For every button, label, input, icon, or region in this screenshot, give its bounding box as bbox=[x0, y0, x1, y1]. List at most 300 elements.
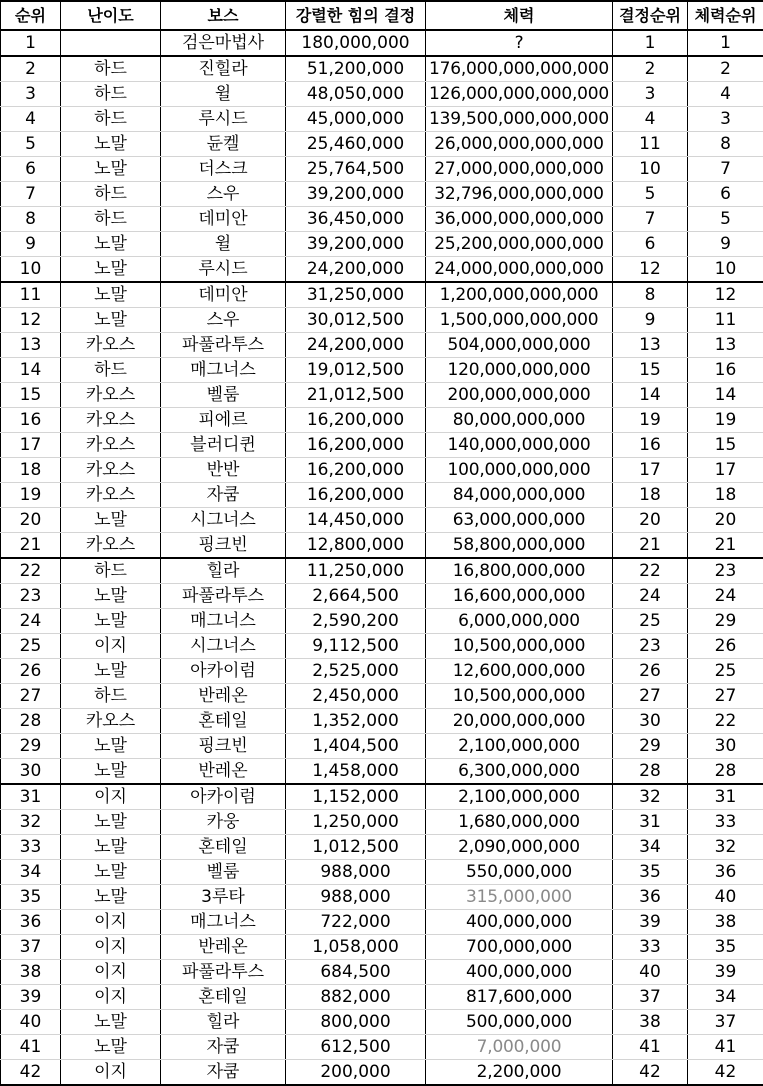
crystal-rank-cell: 17 bbox=[613, 458, 688, 483]
difficulty-cell: 이지 bbox=[61, 634, 161, 659]
crystal-rank-cell: 9 bbox=[613, 308, 688, 333]
hp-cell: 16,800,000,000 bbox=[426, 558, 613, 584]
crystal-cell: 25,764,500 bbox=[286, 157, 426, 182]
boss-cell: 파풀라투스 bbox=[161, 333, 286, 358]
crystal-rank-cell: 15 bbox=[613, 358, 688, 383]
difficulty-cell: 하드 bbox=[61, 358, 161, 383]
crystal-cell: 16,200,000 bbox=[286, 433, 426, 458]
crystal-cell: 2,450,000 bbox=[286, 684, 426, 709]
boss-cell: 피에르 bbox=[161, 408, 286, 433]
crystal-cell: 180,000,000 bbox=[286, 30, 426, 56]
table-row bbox=[1, 433, 763, 458]
crystal-cell: 684,500 bbox=[286, 960, 426, 985]
crystal-rank-cell: 33 bbox=[613, 935, 688, 960]
hp-cell: 126,000,000,000,000 bbox=[426, 82, 613, 107]
rank-cell: 3 bbox=[1, 82, 61, 107]
hp-rank-cell: 12 bbox=[688, 282, 763, 308]
table-row bbox=[1, 659, 763, 684]
boss-cell: 스우 bbox=[161, 182, 286, 207]
table-row bbox=[1, 684, 763, 709]
crystal-cell: 988,000 bbox=[286, 860, 426, 885]
boss-cell: 매그너스 bbox=[161, 910, 286, 935]
crystal-cell: 988,000 bbox=[286, 885, 426, 910]
table-row bbox=[1, 308, 763, 333]
table-row bbox=[1, 985, 763, 1010]
difficulty-cell: 노말 bbox=[61, 508, 161, 533]
crystal-cell: 612,500 bbox=[286, 1035, 426, 1060]
crystal-cell: 722,000 bbox=[286, 910, 426, 935]
boss-cell: 파풀라투스 bbox=[161, 960, 286, 985]
hp-cell: 2,200,000 bbox=[426, 1060, 613, 1086]
crystal-rank-cell: 11 bbox=[613, 132, 688, 157]
rank-cell: 32 bbox=[1, 810, 61, 835]
hp-rank-cell: 24 bbox=[688, 584, 763, 609]
crystal-cell: 2,590,200 bbox=[286, 609, 426, 634]
rank-cell: 35 bbox=[1, 885, 61, 910]
hp-rank-cell: 34 bbox=[688, 985, 763, 1010]
crystal-cell: 45,000,000 bbox=[286, 107, 426, 132]
boss-cell: 매그너스 bbox=[161, 358, 286, 383]
table-row bbox=[1, 282, 763, 308]
crystal-rank-cell: 40 bbox=[613, 960, 688, 985]
hp-rank-cell: 5 bbox=[688, 207, 763, 232]
boss-cell: 데미안 bbox=[161, 207, 286, 232]
crystal-rank-cell: 35 bbox=[613, 860, 688, 885]
difficulty-cell: 노말 bbox=[61, 810, 161, 835]
rank-cell: 21 bbox=[1, 533, 61, 559]
table-row bbox=[1, 634, 763, 659]
crystal-cell: 1,058,000 bbox=[286, 935, 426, 960]
hp-rank-cell: 8 bbox=[688, 132, 763, 157]
crystal-cell: 2,664,500 bbox=[286, 584, 426, 609]
boss-cell: 블러디퀸 bbox=[161, 433, 286, 458]
hp-rank-cell: 18 bbox=[688, 483, 763, 508]
hp-cell: 315,000,000 bbox=[426, 885, 613, 910]
rank-cell: 9 bbox=[1, 232, 61, 257]
hp-rank-cell: 1 bbox=[688, 30, 763, 56]
hp-rank-cell: 38 bbox=[688, 910, 763, 935]
header-rank: 순위 bbox=[1, 1, 61, 30]
difficulty-cell: 노말 bbox=[61, 1035, 161, 1060]
header-crystal-rank: 결정순위 bbox=[613, 1, 688, 30]
boss-cell: 윌 bbox=[161, 82, 286, 107]
boss-cell: 벨룸 bbox=[161, 383, 286, 408]
boss-cell: 자쿰 bbox=[161, 1035, 286, 1060]
hp-cell: 84,000,000,000 bbox=[426, 483, 613, 508]
crystal-cell: 14,450,000 bbox=[286, 508, 426, 533]
crystal-rank-cell: 39 bbox=[613, 910, 688, 935]
boss-cell: 핑크빈 bbox=[161, 533, 286, 559]
difficulty-cell: 노말 bbox=[61, 759, 161, 785]
hp-cell: 80,000,000,000 bbox=[426, 408, 613, 433]
rank-cell: 4 bbox=[1, 107, 61, 132]
crystal-cell: 39,200,000 bbox=[286, 232, 426, 257]
rank-cell: 17 bbox=[1, 433, 61, 458]
crystal-cell: 21,012,500 bbox=[286, 383, 426, 408]
rank-cell: 1 bbox=[1, 30, 61, 56]
crystal-rank-cell: 3 bbox=[613, 82, 688, 107]
hp-rank-cell: 25 bbox=[688, 659, 763, 684]
crystal-cell: 16,200,000 bbox=[286, 483, 426, 508]
boss-cell: 듄켈 bbox=[161, 132, 286, 157]
table-row bbox=[1, 584, 763, 609]
header-hp: 체력 bbox=[426, 1, 613, 30]
rank-cell: 36 bbox=[1, 910, 61, 935]
hp-rank-cell: 9 bbox=[688, 232, 763, 257]
table-row bbox=[1, 483, 763, 508]
hp-rank-cell: 7 bbox=[688, 157, 763, 182]
crystal-rank-cell: 24 bbox=[613, 584, 688, 609]
table-row bbox=[1, 910, 763, 935]
boss-cell: 혼테일 bbox=[161, 985, 286, 1010]
hp-rank-cell: 16 bbox=[688, 358, 763, 383]
crystal-cell: 12,800,000 bbox=[286, 533, 426, 559]
boss-cell: 혼테일 bbox=[161, 835, 286, 860]
table-body bbox=[1, 30, 763, 1085]
crystal-cell: 36,450,000 bbox=[286, 207, 426, 232]
boss-cell: 매그너스 bbox=[161, 609, 286, 634]
crystal-cell: 39,200,000 bbox=[286, 182, 426, 207]
difficulty-cell: 하드 bbox=[61, 182, 161, 207]
crystal-rank-cell: 4 bbox=[613, 107, 688, 132]
table-row bbox=[1, 935, 763, 960]
boss-cell: 루시드 bbox=[161, 107, 286, 132]
crystal-rank-cell: 41 bbox=[613, 1035, 688, 1060]
rank-cell: 19 bbox=[1, 483, 61, 508]
difficulty-cell bbox=[61, 30, 161, 56]
difficulty-cell: 카오스 bbox=[61, 458, 161, 483]
table-row bbox=[1, 107, 763, 132]
table-row bbox=[1, 182, 763, 207]
hp-rank-cell: 14 bbox=[688, 383, 763, 408]
boss-cell: 자쿰 bbox=[161, 483, 286, 508]
hp-rank-cell: 30 bbox=[688, 734, 763, 759]
table-row bbox=[1, 784, 763, 810]
rank-cell: 16 bbox=[1, 408, 61, 433]
difficulty-cell: 카오스 bbox=[61, 383, 161, 408]
header-difficulty: 난이도 bbox=[61, 1, 161, 30]
crystal-cell: 19,012,500 bbox=[286, 358, 426, 383]
boss-cell: 자쿰 bbox=[161, 1060, 286, 1086]
rank-cell: 2 bbox=[1, 56, 61, 82]
hp-cell: 504,000,000,000 bbox=[426, 333, 613, 358]
hp-cell: 1,500,000,000,000 bbox=[426, 308, 613, 333]
crystal-cell: 1,352,000 bbox=[286, 709, 426, 734]
rank-cell: 14 bbox=[1, 358, 61, 383]
table-row bbox=[1, 358, 763, 383]
rank-cell: 6 bbox=[1, 157, 61, 182]
difficulty-cell: 카오스 bbox=[61, 533, 161, 559]
boss-cell: 힐라 bbox=[161, 558, 286, 584]
hp-cell: 26,000,000,000,000 bbox=[426, 132, 613, 157]
crystal-rank-cell: 25 bbox=[613, 609, 688, 634]
hp-cell: ? bbox=[426, 30, 613, 56]
boss-cell: 루시드 bbox=[161, 257, 286, 283]
hp-cell: 176,000,000,000,000 bbox=[426, 56, 613, 82]
hp-rank-cell: 4 bbox=[688, 82, 763, 107]
rank-cell: 11 bbox=[1, 282, 61, 308]
hp-cell: 25,200,000,000,000 bbox=[426, 232, 613, 257]
difficulty-cell: 카오스 bbox=[61, 333, 161, 358]
boss-cell: 벨룸 bbox=[161, 860, 286, 885]
hp-cell: 1,680,000,000 bbox=[426, 810, 613, 835]
hp-rank-cell: 32 bbox=[688, 835, 763, 860]
table-row bbox=[1, 609, 763, 634]
difficulty-cell: 하드 bbox=[61, 82, 161, 107]
difficulty-cell: 카오스 bbox=[61, 483, 161, 508]
boss-cell: 반레온 bbox=[161, 759, 286, 785]
hp-cell: 139,500,000,000,000 bbox=[426, 107, 613, 132]
table-row bbox=[1, 383, 763, 408]
difficulty-cell: 이지 bbox=[61, 985, 161, 1010]
hp-rank-cell: 21 bbox=[688, 533, 763, 559]
rank-cell: 18 bbox=[1, 458, 61, 483]
rank-cell: 7 bbox=[1, 182, 61, 207]
boss-cell: 윌 bbox=[161, 232, 286, 257]
crystal-rank-cell: 27 bbox=[613, 684, 688, 709]
hp-cell: 58,800,000,000 bbox=[426, 533, 613, 559]
crystal-rank-cell: 31 bbox=[613, 810, 688, 835]
crystal-rank-cell: 19 bbox=[613, 408, 688, 433]
rank-cell: 31 bbox=[1, 784, 61, 810]
boss-cell: 데미안 bbox=[161, 282, 286, 308]
table-row bbox=[1, 759, 763, 785]
hp-cell: 120,000,000,000 bbox=[426, 358, 613, 383]
rank-cell: 30 bbox=[1, 759, 61, 785]
crystal-rank-cell: 30 bbox=[613, 709, 688, 734]
table-row bbox=[1, 82, 763, 107]
crystal-cell: 16,200,000 bbox=[286, 458, 426, 483]
hp-rank-cell: 26 bbox=[688, 634, 763, 659]
rank-cell: 10 bbox=[1, 257, 61, 283]
difficulty-cell: 노말 bbox=[61, 232, 161, 257]
hp-rank-cell: 17 bbox=[688, 458, 763, 483]
crystal-cell: 31,250,000 bbox=[286, 282, 426, 308]
header-crystal: 강렬한 힘의 결정 bbox=[286, 1, 426, 30]
crystal-rank-cell: 14 bbox=[613, 383, 688, 408]
rank-cell: 28 bbox=[1, 709, 61, 734]
hp-rank-cell: 28 bbox=[688, 759, 763, 785]
boss-cell: 진힐라 bbox=[161, 56, 286, 82]
difficulty-cell: 노말 bbox=[61, 885, 161, 910]
crystal-cell: 1,458,000 bbox=[286, 759, 426, 785]
rank-cell: 5 bbox=[1, 132, 61, 157]
rank-cell: 20 bbox=[1, 508, 61, 533]
rank-cell: 23 bbox=[1, 584, 61, 609]
difficulty-cell: 노말 bbox=[61, 282, 161, 308]
table-row bbox=[1, 257, 763, 283]
hp-rank-cell: 13 bbox=[688, 333, 763, 358]
hp-rank-cell: 15 bbox=[688, 433, 763, 458]
hp-cell: 817,600,000 bbox=[426, 985, 613, 1010]
hp-rank-cell: 29 bbox=[688, 609, 763, 634]
crystal-rank-cell: 36 bbox=[613, 885, 688, 910]
crystal-rank-cell: 32 bbox=[613, 784, 688, 810]
hp-cell: 6,300,000,000 bbox=[426, 759, 613, 785]
table-row bbox=[1, 408, 763, 433]
hp-cell: 12,600,000,000 bbox=[426, 659, 613, 684]
crystal-rank-cell: 23 bbox=[613, 634, 688, 659]
difficulty-cell: 카오스 bbox=[61, 408, 161, 433]
rank-cell: 12 bbox=[1, 308, 61, 333]
difficulty-cell: 노말 bbox=[61, 734, 161, 759]
boss-cell: 시그너스 bbox=[161, 508, 286, 533]
hp-rank-cell: 35 bbox=[688, 935, 763, 960]
crystal-cell: 2,525,000 bbox=[286, 659, 426, 684]
hp-rank-cell: 22 bbox=[688, 709, 763, 734]
boss-cell: 힐라 bbox=[161, 1010, 286, 1035]
hp-rank-cell: 20 bbox=[688, 508, 763, 533]
hp-cell: 2,100,000,000 bbox=[426, 734, 613, 759]
crystal-cell: 1,404,500 bbox=[286, 734, 426, 759]
difficulty-cell: 이지 bbox=[61, 935, 161, 960]
crystal-rank-cell: 5 bbox=[613, 182, 688, 207]
table-row bbox=[1, 1010, 763, 1035]
crystal-rank-cell: 22 bbox=[613, 558, 688, 584]
crystal-rank-cell: 21 bbox=[613, 533, 688, 559]
table-row bbox=[1, 333, 763, 358]
rank-cell: 34 bbox=[1, 860, 61, 885]
hp-rank-cell: 36 bbox=[688, 860, 763, 885]
hp-cell: 2,100,000,000 bbox=[426, 784, 613, 810]
hp-rank-cell: 23 bbox=[688, 558, 763, 584]
hp-rank-cell: 19 bbox=[688, 408, 763, 433]
difficulty-cell: 노말 bbox=[61, 1010, 161, 1035]
hp-rank-cell: 6 bbox=[688, 182, 763, 207]
header-boss: 보스 bbox=[161, 1, 286, 30]
rank-cell: 15 bbox=[1, 383, 61, 408]
crystal-rank-cell: 29 bbox=[613, 734, 688, 759]
table-row bbox=[1, 1060, 763, 1086]
hp-cell: 24,000,000,000,000 bbox=[426, 257, 613, 283]
boss-cell: 반반 bbox=[161, 458, 286, 483]
table-row bbox=[1, 1035, 763, 1060]
boss-cell: 반레온 bbox=[161, 684, 286, 709]
hp-cell: 140,000,000,000 bbox=[426, 433, 613, 458]
crystal-rank-cell: 34 bbox=[613, 835, 688, 860]
crystal-cell: 1,250,000 bbox=[286, 810, 426, 835]
boss-cell: 혼테일 bbox=[161, 709, 286, 734]
crystal-rank-cell: 18 bbox=[613, 483, 688, 508]
hp-cell: 10,500,000,000 bbox=[426, 684, 613, 709]
hp-rank-cell: 42 bbox=[688, 1060, 763, 1086]
hp-cell: 27,000,000,000,000 bbox=[426, 157, 613, 182]
crystal-cell: 1,152,000 bbox=[286, 784, 426, 810]
difficulty-cell: 이지 bbox=[61, 784, 161, 810]
header-row bbox=[1, 1, 763, 30]
difficulty-cell: 노말 bbox=[61, 308, 161, 333]
crystal-rank-cell: 26 bbox=[613, 659, 688, 684]
table-row bbox=[1, 232, 763, 257]
difficulty-cell: 하드 bbox=[61, 684, 161, 709]
hp-cell: 100,000,000,000 bbox=[426, 458, 613, 483]
hp-rank-cell: 37 bbox=[688, 1010, 763, 1035]
difficulty-cell: 노말 bbox=[61, 835, 161, 860]
hp-rank-cell: 41 bbox=[688, 1035, 763, 1060]
crystal-cell: 16,200,000 bbox=[286, 408, 426, 433]
rank-cell: 22 bbox=[1, 558, 61, 584]
table-row bbox=[1, 132, 763, 157]
crystal-cell: 9,112,500 bbox=[286, 634, 426, 659]
rank-cell: 25 bbox=[1, 634, 61, 659]
table-row bbox=[1, 810, 763, 835]
boss-cell: 스우 bbox=[161, 308, 286, 333]
header-hp-rank: 체력순위 bbox=[688, 1, 763, 30]
rank-cell: 33 bbox=[1, 835, 61, 860]
hp-rank-cell: 3 bbox=[688, 107, 763, 132]
rank-cell: 41 bbox=[1, 1035, 61, 1060]
difficulty-cell: 노말 bbox=[61, 132, 161, 157]
hp-cell: 10,500,000,000 bbox=[426, 634, 613, 659]
crystal-cell: 11,250,000 bbox=[286, 558, 426, 584]
crystal-rank-cell: 7 bbox=[613, 207, 688, 232]
table-row bbox=[1, 734, 763, 759]
table-row bbox=[1, 30, 763, 56]
boss-cell: 검은마법사 bbox=[161, 30, 286, 56]
hp-cell: 32,796,000,000,000 bbox=[426, 182, 613, 207]
difficulty-cell: 노말 bbox=[61, 157, 161, 182]
hp-rank-cell: 10 bbox=[688, 257, 763, 283]
hp-cell: 2,090,000,000 bbox=[426, 835, 613, 860]
hp-rank-cell: 11 bbox=[688, 308, 763, 333]
boss-cell: 아카이럼 bbox=[161, 659, 286, 684]
crystal-cell: 24,200,000 bbox=[286, 257, 426, 283]
crystal-cell: 800,000 bbox=[286, 1010, 426, 1035]
rank-cell: 38 bbox=[1, 960, 61, 985]
hp-rank-cell: 39 bbox=[688, 960, 763, 985]
hp-rank-cell: 31 bbox=[688, 784, 763, 810]
difficulty-cell: 노말 bbox=[61, 584, 161, 609]
crystal-rank-cell: 37 bbox=[613, 985, 688, 1010]
difficulty-cell: 이지 bbox=[61, 910, 161, 935]
hp-cell: 20,000,000,000 bbox=[426, 709, 613, 734]
difficulty-cell: 이지 bbox=[61, 1060, 161, 1086]
hp-cell: 63,000,000,000 bbox=[426, 508, 613, 533]
hp-cell: 16,600,000,000 bbox=[426, 584, 613, 609]
hp-cell: 700,000,000 bbox=[426, 935, 613, 960]
crystal-cell: 882,000 bbox=[286, 985, 426, 1010]
rank-cell: 42 bbox=[1, 1060, 61, 1086]
hp-cell: 36,000,000,000,000 bbox=[426, 207, 613, 232]
difficulty-cell: 하드 bbox=[61, 558, 161, 584]
table-row bbox=[1, 558, 763, 584]
crystal-rank-cell: 16 bbox=[613, 433, 688, 458]
boss-cell: 3루타 bbox=[161, 885, 286, 910]
crystal-rank-cell: 6 bbox=[613, 232, 688, 257]
difficulty-cell: 노말 bbox=[61, 609, 161, 634]
crystal-cell: 200,000 bbox=[286, 1060, 426, 1086]
crystal-cell: 24,200,000 bbox=[286, 333, 426, 358]
difficulty-cell: 노말 bbox=[61, 860, 161, 885]
rank-cell: 26 bbox=[1, 659, 61, 684]
difficulty-cell: 노말 bbox=[61, 659, 161, 684]
rank-cell: 27 bbox=[1, 684, 61, 709]
table-row bbox=[1, 860, 763, 885]
rank-cell: 29 bbox=[1, 734, 61, 759]
crystal-rank-cell: 20 bbox=[613, 508, 688, 533]
crystal-rank-cell: 38 bbox=[613, 1010, 688, 1035]
crystal-cell: 48,050,000 bbox=[286, 82, 426, 107]
boss-cell: 더스크 bbox=[161, 157, 286, 182]
crystal-rank-cell: 1 bbox=[613, 30, 688, 56]
table-row bbox=[1, 960, 763, 985]
difficulty-cell: 노말 bbox=[61, 257, 161, 283]
crystal-rank-cell: 10 bbox=[613, 157, 688, 182]
table-row bbox=[1, 458, 763, 483]
hp-cell: 200,000,000,000 bbox=[426, 383, 613, 408]
table-row bbox=[1, 56, 763, 82]
hp-cell: 1,200,000,000,000 bbox=[426, 282, 613, 308]
